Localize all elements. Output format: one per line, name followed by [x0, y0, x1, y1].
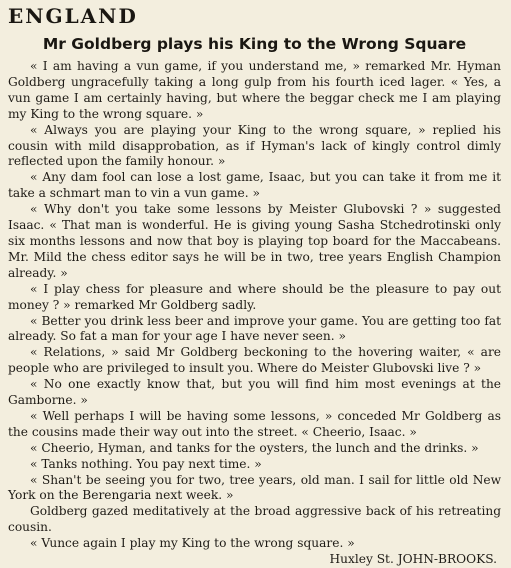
paragraph: « Shan't be seeing you for two, tree years, old man. I sail for little old New York on the Berengaria next week. » [8, 472, 501, 503]
paragraph: Goldberg gazed meditatively at the broad aggressive back of his retreating cousin. [8, 504, 501, 535]
paragraph: « Vunce again I play my King to the wrong square. » [30, 536, 355, 551]
paragraph: « Well perhaps I will be having some lessons, » conceded Mr Goldberg as the cousins made their way out into the street. « Cheerio, Isaac. » [8, 408, 501, 439]
paragraph: « I am having a vun game, if you understand me, » remarked Mr. Hyman Goldberg ungracefully taking a long gulp from his fourth iced lager. « Yes, a vun game I am certainly having, but where the beggar check me I am playing my King to the wrong square. » [8, 59, 501, 121]
paragraph: « No one exactly know that, but you will find him most evenings at the Gamborne. » [8, 377, 501, 408]
paragraph: « Tanks nothing. You pay next time. » [30, 456, 262, 471]
paragraph: « Why don't you take some lessons by Meister Glubovski ? » suggested Isaac. « That man is wonderful. He is giving young Sasha Stchedrotinski only six months lessons and now that boy is playing top board for the Maccabeans. Mr. Mild the chess editor says he will be in two, tree years English Champion already. » [8, 202, 501, 280]
paragraph: « Cheerio, Hyman, and tanks for the oysters, the lunch and the drinks. » [30, 440, 479, 455]
paragraph: « I play chess for pleasure and where should be the pleasure to pay out money ? » remarked Mr Goldberg sadly. [8, 281, 501, 312]
paragraph: « Relations, » said Mr Goldberg beckoning to the hovering waiter, « are people who are privileged to insult you. Where do Meister Glubovski live ? » [8, 345, 501, 376]
article-body [8, 59, 501, 568]
paragraph: « Better you drink less beer and improve your game. You are getting too fat already. So fat a man for your age I have never seen. » [8, 313, 501, 344]
paragraph: « Any dam fool can lose a lost game, Isaac, but you can take it from me it take a schmart man to vin a vun game. » [8, 170, 501, 201]
article-headline: Mr Goldberg plays his King to the Wrong Square [42, 35, 467, 53]
paragraph: « Always you are playing your King to the wrong square, » replied his cousin with mild disapprobation, as if Hyman's lack of kingly control dimly reflected upon the family honour. » [8, 122, 501, 169]
section-title: ENGLAND [8, 4, 138, 28]
author-signature: Huxley St. JOHN-BROOKS. [329, 552, 497, 567]
